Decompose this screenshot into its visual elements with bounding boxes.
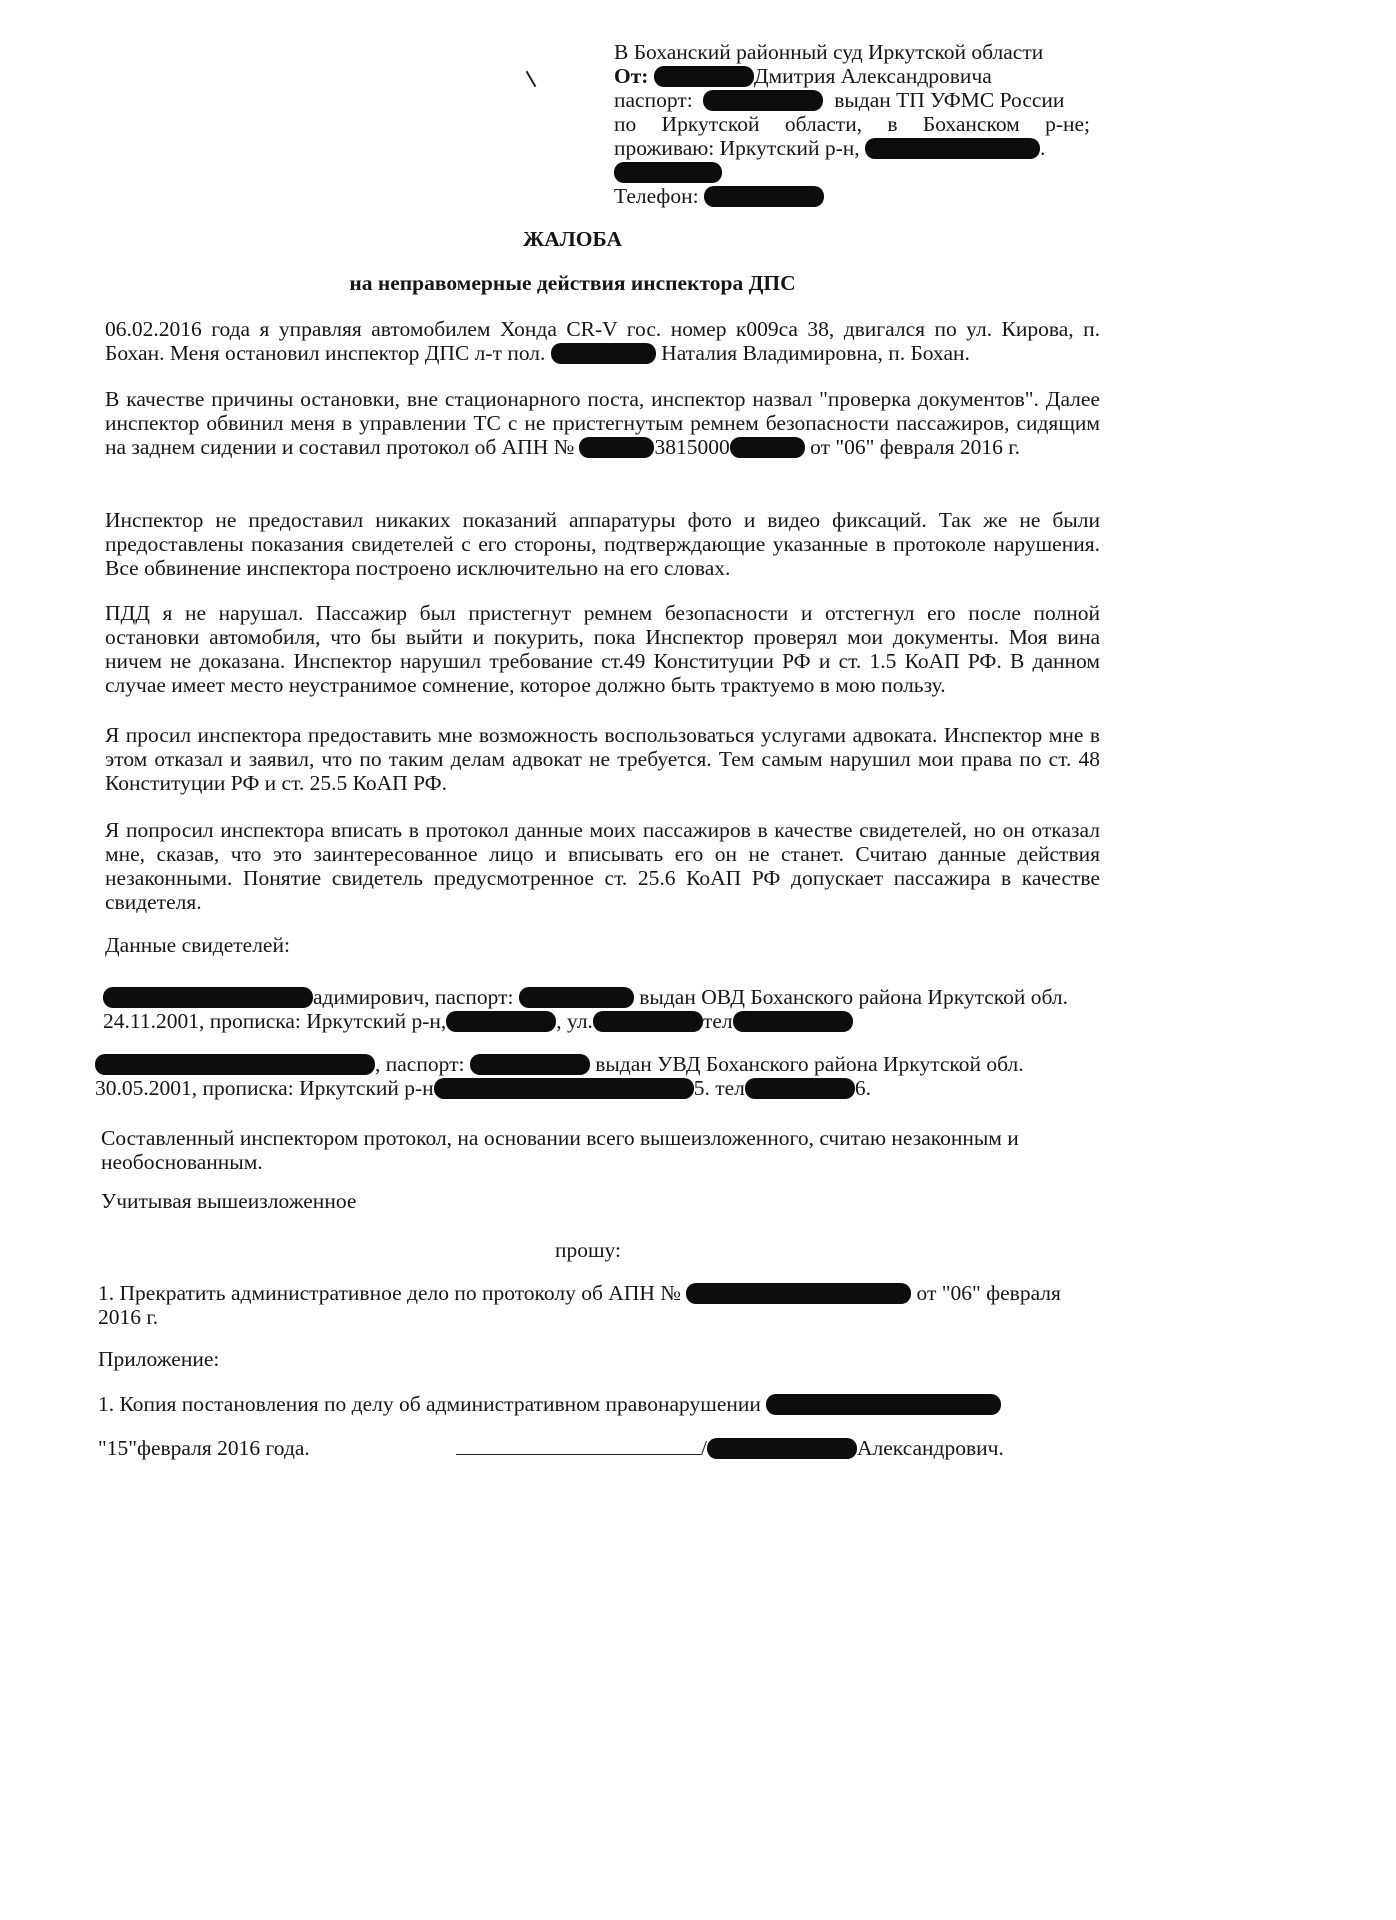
phone-label: Телефон: [614,184,699,208]
attachment-item-1 [98,1392,1093,1416]
witness-1-text-a: адимирович, паспорт: [313,985,514,1009]
redacted-protocol-suffix [730,437,805,458]
witness-1-text-b: выдан ОВД Боханского района Иркутской обл. 24.11.2001, прописка: Иркутский р-н, [103,985,1069,1033]
sender-line [614,64,1090,88]
witness-1-text-c: , ул. [556,1009,593,1033]
witness-2 [95,1052,1090,1100]
residence-line-2 [614,160,1090,184]
witnesses-label: Данные свидетелей: [105,933,290,957]
paragraph-6: Я попросил инспектора вписать в протокол данные моих пассажиров в качестве свидетелей, но он отказал мне, сказав, что это заинтересованное лицо и вписывать его он не станет. Считаю данные действия незаконными. Понятие свидетель предусмотренное ст. 25.6 КоАП РФ допускает пассажира в качестве свидетеля. [105,818,1100,914]
paragraph-1 [105,317,1100,365]
redacted-witness-1-name [103,987,313,1008]
redacted-witness-1-village [446,1011,556,1032]
paragraph-5: Я просил инспектора предоставить мне возможность воспользоваться услугами адвоката. Инспектор мне в этом отказал и заявил, что по таким делам адвокат не требуется. Тем самым нарушил мои права по ст. 48 Конституции РФ и ст. 25.5 КоАП РФ. [105,723,1100,795]
paragraph-2-text-a: В качестве причины остановки, вне стационарного поста, инспектор назвал "проверка документов". Далее инспектор обвинил меня в управлении ТС с не пристегнутым ремнем безопасности пассажиров, сидящим на заднем сидении и составил протокол об АПН № [105,387,1100,459]
redacted-signer-surname [707,1438,857,1459]
considering-line: Учитывая вышеизложенное [101,1189,357,1213]
phone-line [614,184,1090,208]
paragraph-4: ПДД я не нарушал. Пассажир был пристегнут ремнем безопасности и отстегнул его после полной остановки автомобиля, что бы выйти и покурить, пока Инспектор проверял мои документы. Моя вина ничем не доказана. Инспектор нарушил требование ст.49 Конституции РФ и ст. 1.5 КоАП РФ. В данном случае имеет место неустранимое сомнение, которое должно быть трактуемо в мою пользу. [105,601,1100,697]
witness-1 [103,985,1098,1033]
document-subtitle: на неправомерные действия инспектора ДПС [349,271,796,295]
redacted-passport [703,90,823,111]
redacted-ruling-number [766,1394,1001,1415]
paragraph-2 [105,387,1100,459]
redacted-address [865,138,1040,159]
pen-stroke-mark [526,71,537,88]
redacted-witness-1-phone [733,1011,853,1032]
signer-name: Александрович. [856,1436,1004,1460]
complaint-date: "15"февраля 2016 года. [98,1436,310,1460]
residence-label: проживаю: Иркутский р-н, [614,136,860,160]
passport-issued: выдан ТП УФМС России [834,88,1065,112]
paragraph-2-text-b: от "06" февраля 2016 г. [810,435,1021,459]
residence-line: проживаю: Иркутский р-н, . [614,136,1046,160]
paragraph-3: Инспектор не предоставил никаких показаний аппаратуры фото и видео фиксаций. Так же не были предоставлены показания свидетелей с его стороны, подтверждающие указанные в протоколе нарушения. Все обвинение инспектора построено исключительно на его словах. [105,508,1100,580]
document-title: ЖАЛОБА [523,227,622,251]
witness-1-text-d: тел [702,1009,733,1033]
witness-2-text-d: 6. [854,1076,871,1100]
signature-block [456,1436,1076,1460]
sender-name: Дмитрия Александровича [753,64,992,88]
redacted-protocol-prefix [579,437,654,458]
signature-slash: / [701,1436,707,1460]
request-label: прошу: [555,1238,622,1262]
paragraph-1-text-a: 06.02.2016 года я управляя автомобилем Хонда CR-V гос. номер к009са 38, двигался по ул. Кирова, п. Бохан. Меня остановил инспектор ДПС л-т пол. [105,317,1100,365]
redacted-phone [704,186,824,207]
redacted-witness-2-address [434,1078,694,1099]
attachment-item-1-text: 1. Копия постановления по делу об административном правонарушении [98,1392,761,1416]
witness-2-text-c: 5. тел [693,1076,745,1100]
redacted-inspector-surname [551,343,656,364]
paragraph-1-text-b: Наталия Владимировна, п. Бохан. [661,341,970,365]
redacted-witness-2-phone [745,1078,855,1099]
passport-label: паспорт: [614,88,693,112]
redacted-witness-2-name [95,1054,375,1075]
passport-issued-line-2: по Иркутской области, в Боханском р-не; [614,112,1090,136]
witness-2-text-a: , паспорт: [375,1052,465,1076]
redacted-witness-1-passport [519,987,634,1008]
request-item-1-text-a: 1. Прекратить административное дело по протоколу об АПН № [98,1281,681,1305]
redacted-witness-2-passport [470,1054,590,1075]
attachment-label: Приложение: [98,1347,220,1371]
addressee-header [614,40,1090,208]
redacted-protocol-number [686,1283,911,1304]
from-label: От: [614,64,649,88]
witness-2-text-b: выдан УВД Боханского района Иркутской обл. 30.05.2001, прописка: Иркутский р-н [95,1052,1024,1100]
conclusion-paragraph: Составленный инспектором протокол, на основании всего вышеизложенного, считаю незаконным и необоснованным. [101,1126,1019,1174]
redacted-address-2 [614,162,722,183]
redacted-surname [654,66,754,87]
redacted-witness-1-street [593,1011,703,1032]
request-item-1-text-b: от "06" февраля 2016 г. [98,1281,1061,1329]
court-name: В Боханский районный суд Иркутской области [614,40,1044,64]
protocol-number-partial: 3815000 [654,435,730,459]
passport-line [614,88,1090,112]
signature-line [456,1436,701,1455]
request-item-1 [98,1281,1093,1329]
